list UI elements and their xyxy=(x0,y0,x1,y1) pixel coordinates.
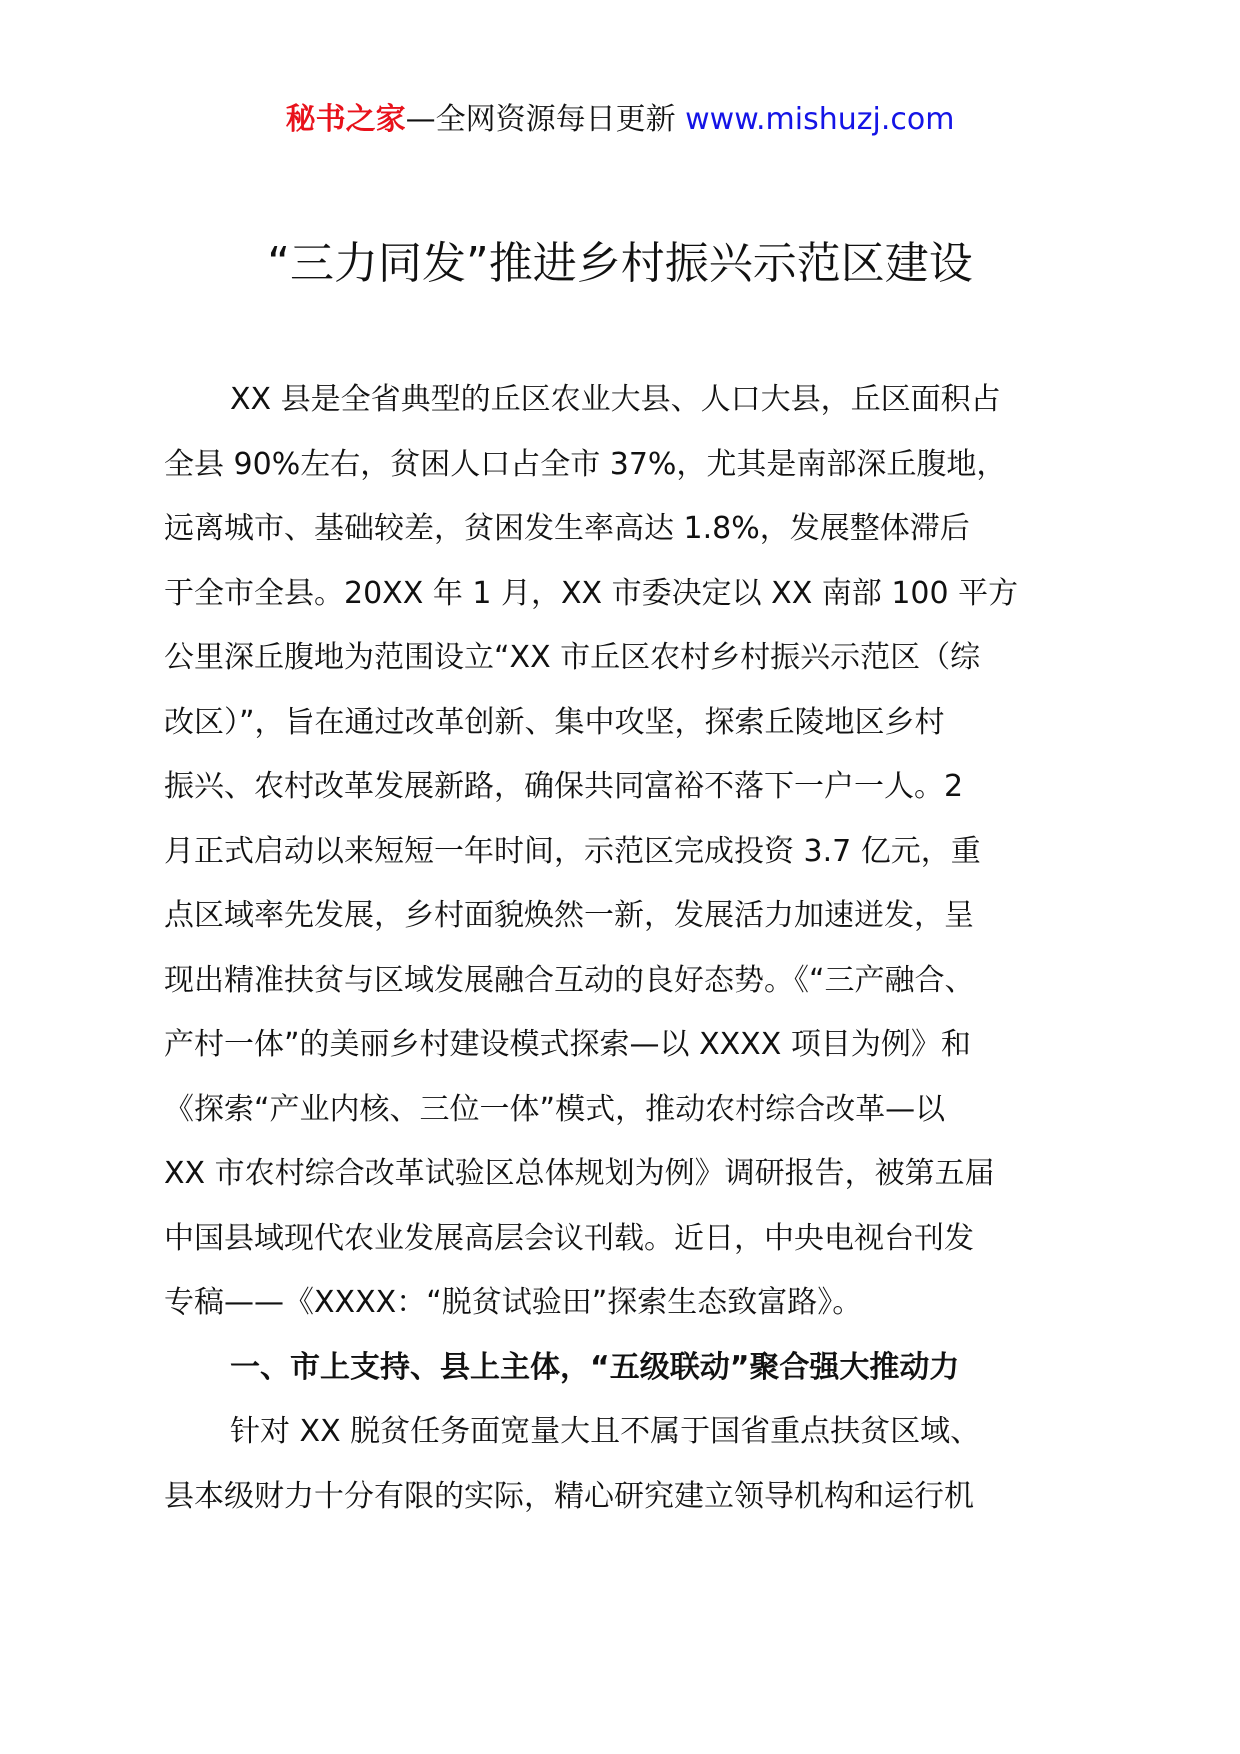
document-body xyxy=(164,368,1084,1529)
site-tagline: —全网资源每日更新 xyxy=(405,102,676,137)
paragraph-line: 现出精准扶贫与区域发展融合互动的良好态势。《“三产融合、 xyxy=(164,962,975,998)
paragraph-line: 点区域率先发展，乡村面貌焕然一新，发展活力加速迸发，呈 xyxy=(164,898,974,933)
paragraph-line: XX 县是全省典型的丘区农业大县、人口大县，丘区面积占 xyxy=(230,382,1001,417)
paragraph-line: 专稿——《XXXX：“脱贫试验田”探索生态致富路》。 xyxy=(164,1285,863,1320)
paragraph-line: 公里深丘腹地为范围设立“XX 市丘区农村乡村振兴示范区（综 xyxy=(164,640,981,675)
paragraph-line: 产村一体”的美丽乡村建设模式探索—以 XXXX 项目为例》和 xyxy=(164,1027,971,1062)
document-title: “三力同发”推进乡村振兴示范区建设 xyxy=(267,238,973,289)
paragraph-line: 针对 XX 脱贫任务面宽量大且不属于国省重点扶贫区域、 xyxy=(230,1414,981,1449)
paragraph-line: 《探索“产业内核、三位一体”模式，推动农村综合改革—以 xyxy=(164,1091,946,1127)
section-heading: 一、市上支持、县上主体，“五级联动”聚合强大推动力 xyxy=(230,1349,960,1385)
paragraph-line: 振兴、农村改革发展新路，确保共同富裕不落下一户一人。2 xyxy=(164,769,964,804)
paragraph-line: 改区）”，旨在通过改革创新、集中攻坚，探索丘陵地区乡村 xyxy=(164,704,945,740)
brand-name: 秘书之家 xyxy=(285,102,406,137)
paragraph-line: 于全市全县。20XX 年 1 月，XX 市委决定以 XX 南部 100 平方 xyxy=(164,575,1019,611)
paragraph-line: XX 市农村综合改革试验区总体规划为例》调研报告，被第五届 xyxy=(164,1156,995,1191)
paragraph-line: 全县 90%左右，贫困人口占全市 37%，尤其是南部深丘腹地， xyxy=(164,446,1007,482)
site-header xyxy=(0,100,1240,140)
paragraph-line: 中国县域现代农业发展高层会议刊载。近日，中央电视台刊发 xyxy=(164,1220,974,1256)
site-url-link[interactable]: www.mishuzj.com xyxy=(685,102,955,137)
paragraph-line: 月正式启动以来短短一年时间，示范区完成投资 3.7 亿元，重 xyxy=(164,833,981,869)
paragraph-line: 县本级财力十分有限的实际，精心研究建立领导机构和运行机 xyxy=(164,1478,974,1514)
paragraph-line: 远离城市、基础较差，贫困发生率高达 1.8%，发展整体滞后 xyxy=(164,511,970,546)
